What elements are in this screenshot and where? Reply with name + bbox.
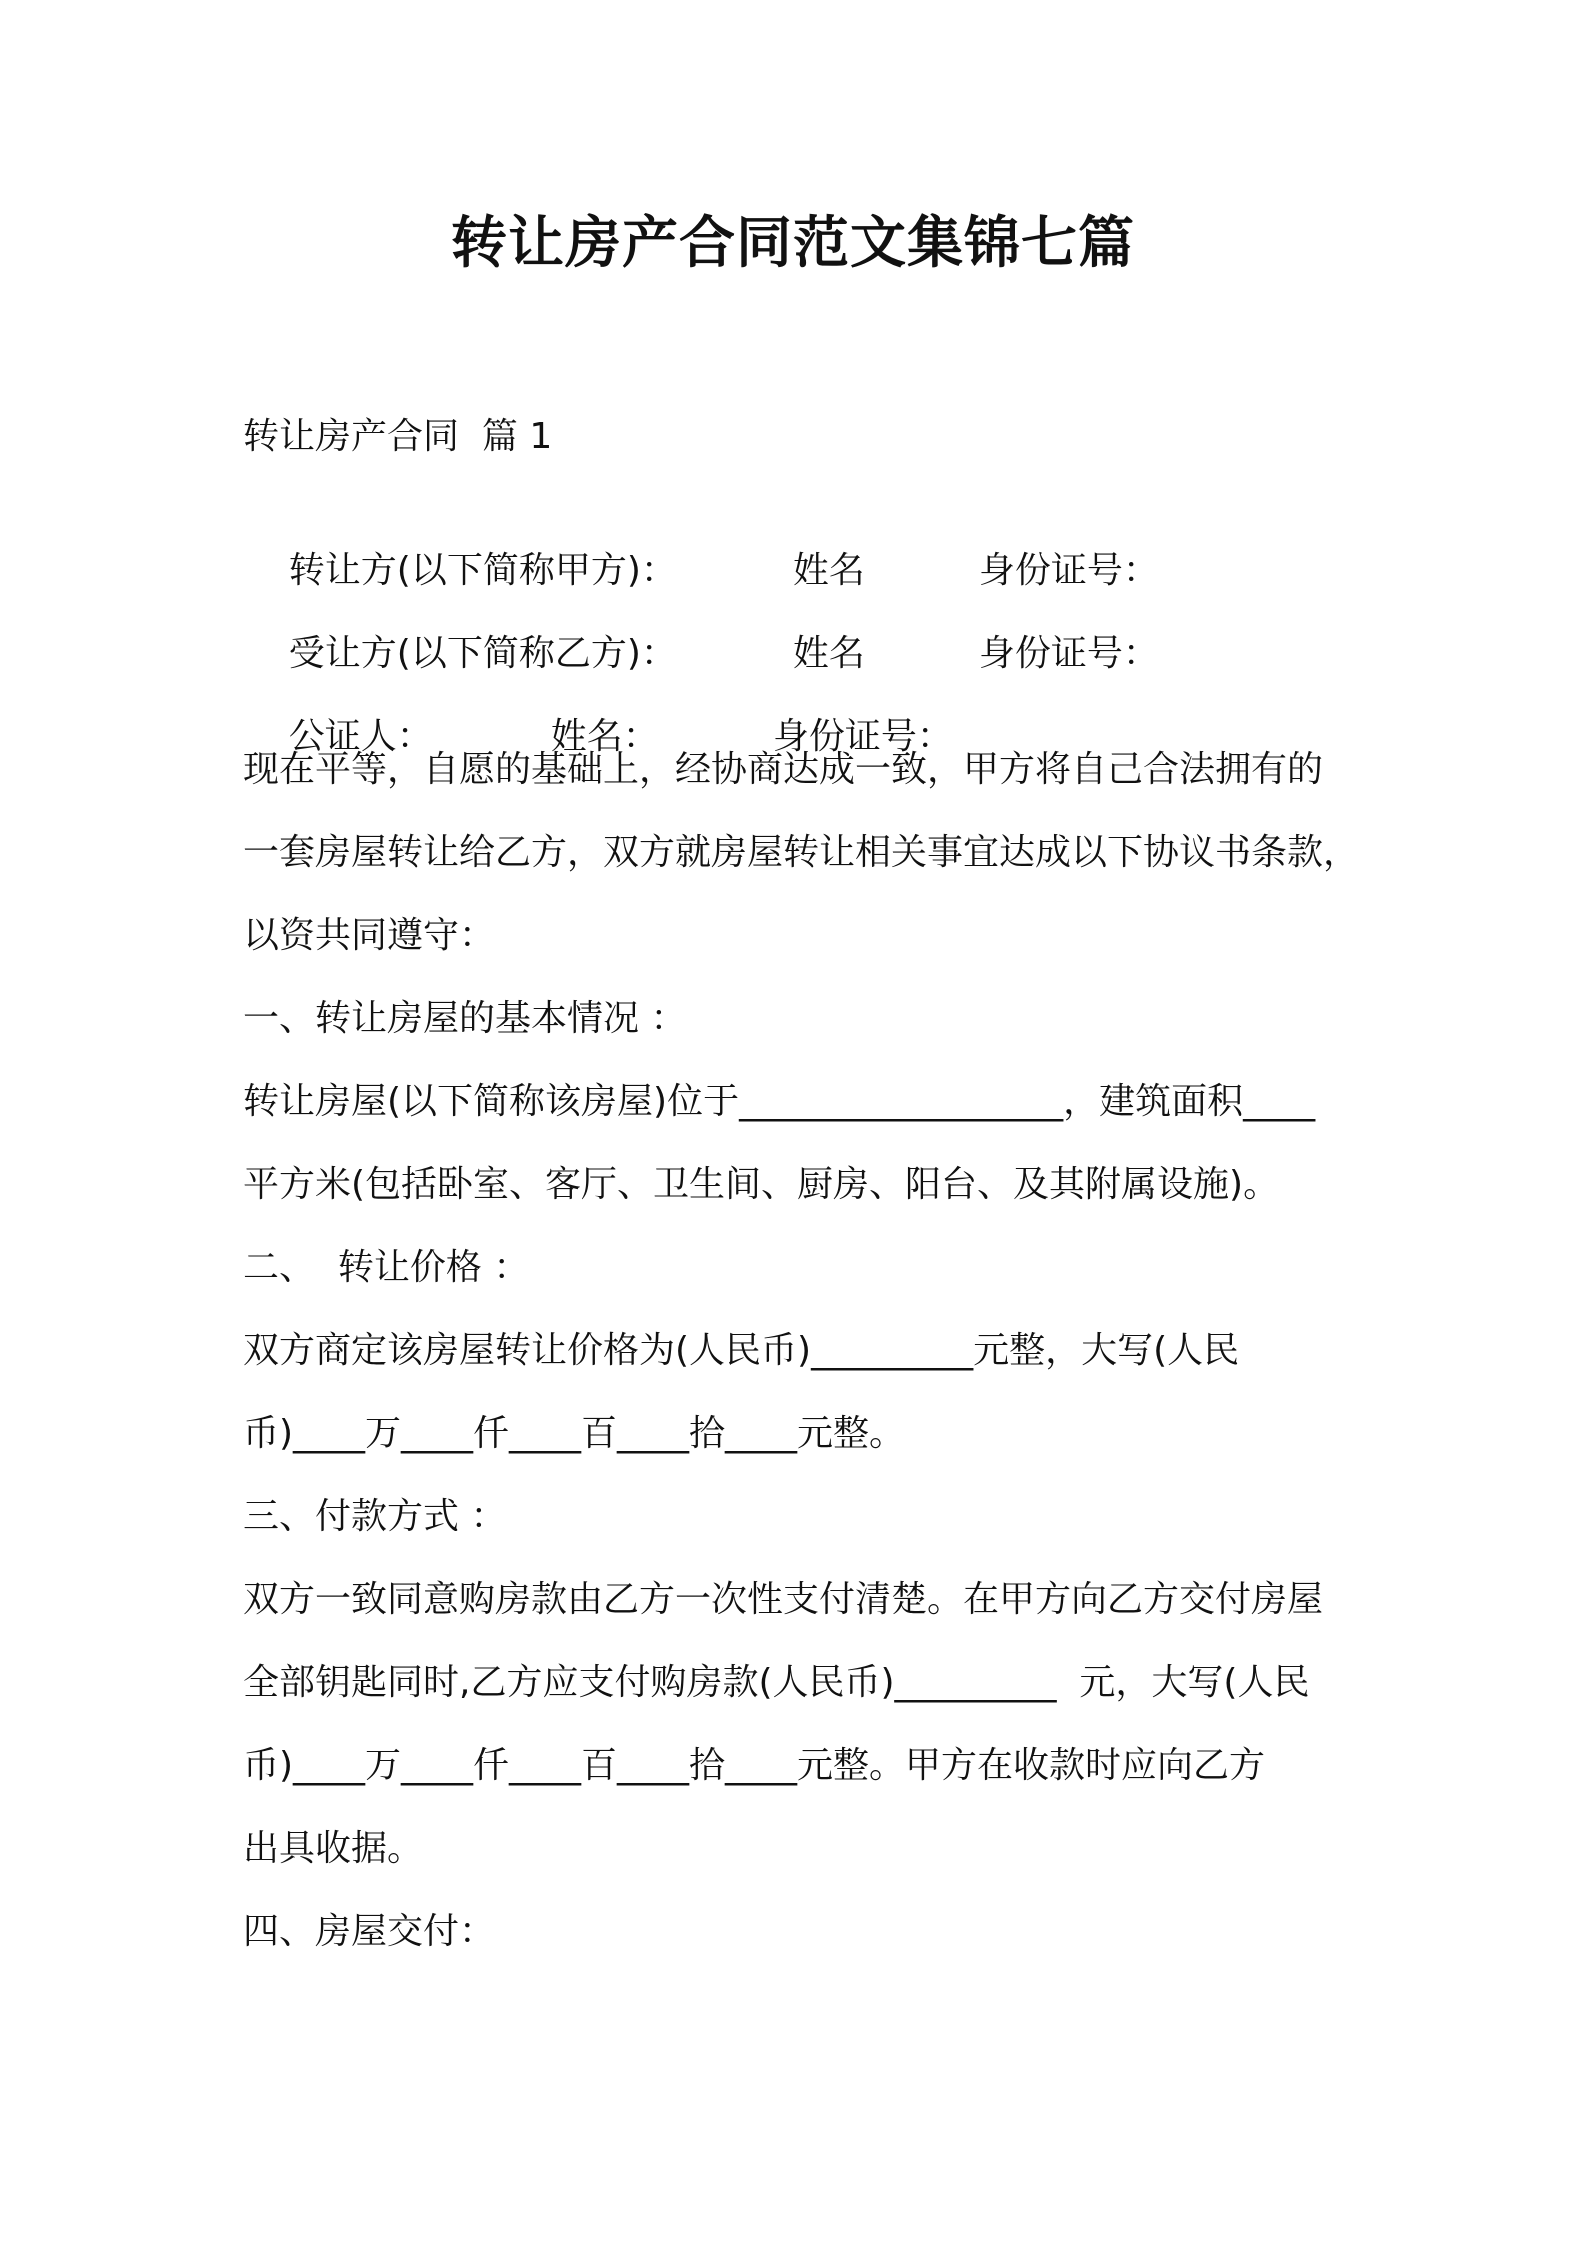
section-text-line: 转让房屋(以下简称该房屋)位于__________________，建筑面积____ (243, 1081, 1316, 1122)
section-text-line: 币)____万____仟____百____拾____元整。甲方在收款时应向乙方 (243, 1745, 1266, 1786)
section-heading: 四、房屋交付： (243, 1911, 496, 1952)
notary-id-label: 身份证号： (772, 716, 953, 757)
section-text-line: 双方一致同意购房款由乙方一次性支付清楚。在甲方向乙方交付房屋 (243, 1579, 1324, 1620)
intro-line: 一套房屋转让给乙方，双方就房屋转让相关事宜达成以下协议书条款， (243, 832, 1360, 873)
intro-line: 以资共同遵守： (243, 915, 496, 956)
section-text-line: 全部钥匙同时,乙方应支付购房款(人民币)_________ 元，大写(人民 (243, 1662, 1310, 1703)
section-heading: 三、付款方式 ： (243, 1496, 507, 1537)
section-text-line: 双方商定该房屋转让价格为(人民币)_________元整，大写(人民 (243, 1330, 1240, 1371)
document-title: 转让房产合同范文集锦七篇 (451, 211, 1135, 276)
section-text-line: 出具收据。 (243, 1828, 424, 1869)
transferor-name-label: 姓名 (792, 550, 865, 591)
notary-name-label: 姓名： (550, 716, 659, 757)
transferee-label: 受让方(以下简称乙方)： (288, 633, 677, 674)
transferor-label: 转让方(以下简称甲方)： (288, 550, 677, 591)
transferee-id-label: 身份证号： (978, 633, 1159, 674)
section-heading: 二、 转让价格 ： (243, 1247, 530, 1288)
notary-label: 公证人： (288, 716, 433, 757)
intro-line: 现在平等，自愿的基础上，经协商达成一致，甲方将自己合法拥有的 (243, 749, 1324, 790)
section-text-line: 币)____万____仟____百____拾____元整。 (243, 1413, 906, 1454)
transferee-name-label: 姓名 (792, 633, 865, 674)
transferor-id-label: 身份证号： (978, 550, 1159, 591)
contract-heading: 转让房产合同 篇 1 (243, 416, 553, 457)
section-heading: 一、转让房屋的基本情况 ： (243, 998, 687, 1039)
section-text-line: 平方米(包括卧室、客厅、卫生间、厨房、阳台、及其附属设施)。 (243, 1164, 1280, 1205)
